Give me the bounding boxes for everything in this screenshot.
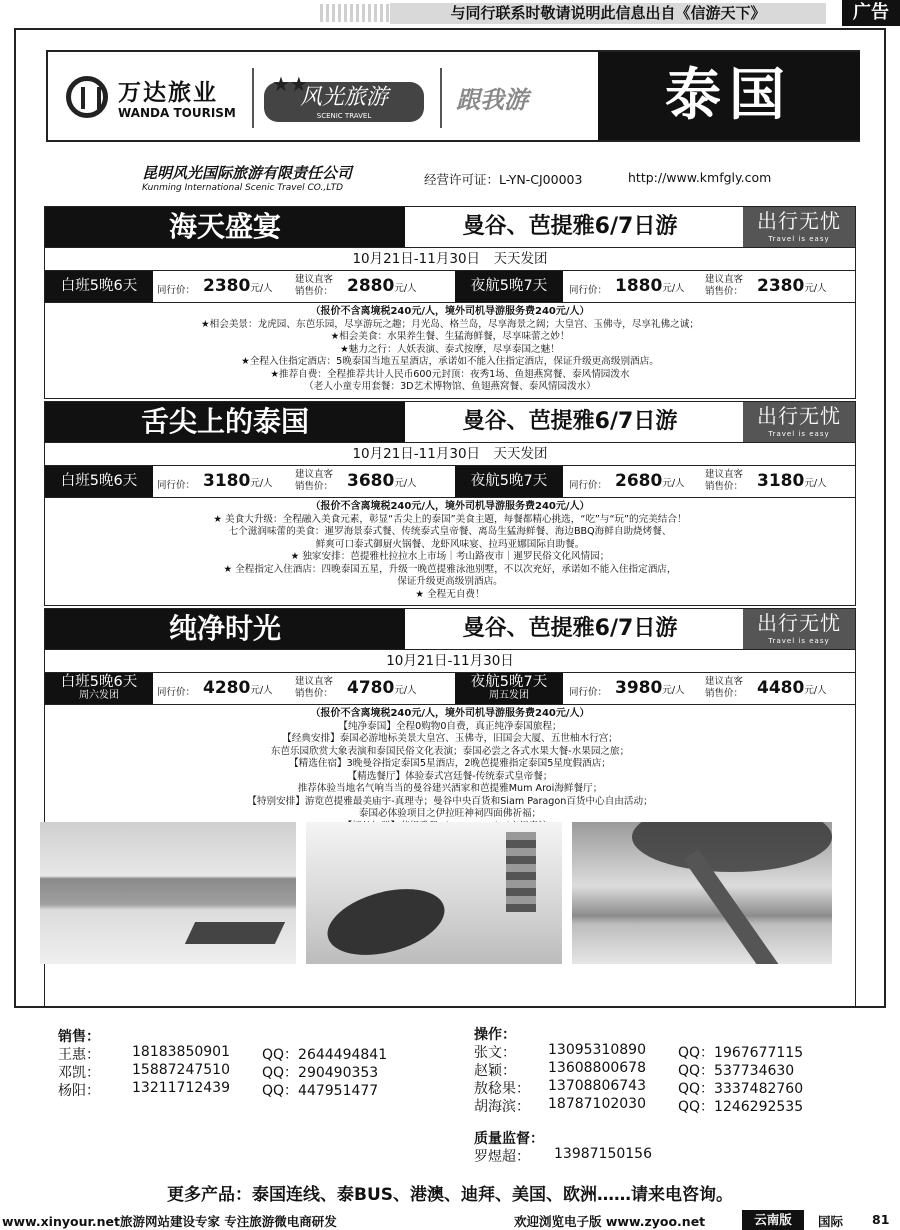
retail-price-label [295,676,339,700]
destination-title: 泰国 [598,52,860,140]
retail-label-line2: 销售价： [705,286,744,297]
travel-badge-cn: 出行无忧 [757,404,841,428]
tag-label: 白班5晚6天 [60,674,138,690]
desc-line: 保证升级更高级别酒店。 [397,576,503,587]
price-value: 4280 [203,678,251,698]
night-retail-price [757,276,827,296]
itinerary-description [45,705,855,837]
divider [440,68,442,128]
retail-label-line2: 销售价： [295,688,334,699]
more-products: 更多产品：泰国连线、泰BUS、港澳、迪拜、美国、欧洲……请来电咨询。 [166,1185,733,1205]
price-row [45,271,855,303]
day-flight-tag: 白班5晚6天 [45,271,153,302]
company-name-cn: 昆明风光国际旅游有限责任公司 [142,164,353,182]
peer-price-label: 同行价： [157,285,196,296]
day-retail-price [347,276,417,296]
contact-name: 赵颖： [474,1063,516,1079]
contact-phone[interactable]: 13211712439 [132,1080,230,1096]
desc-line: ★相会美食：水果养生餐、生猛海鲜餐，尽享味蕾之妙！ [330,331,570,342]
retail-price-label [705,274,749,298]
sales-label: 销售： [58,1029,100,1045]
desc-line: ★ 全程指定入住酒店：四晚泰国五星，升级一晚芭提雅泳池别墅，不以次充好，承诺如不能入住指定酒店， [223,563,677,575]
night-flight-tag: 夜航5晚7天 [455,271,563,302]
peer-price-label: 同行价： [569,687,608,698]
product-title: 海天盛宴 [45,207,405,247]
retail-price-label [295,274,339,298]
wanda-name-cn: 万达旅业 [118,80,218,106]
contact-phone[interactable]: 13608800678 [548,1060,646,1076]
price-note: （报价不含离境税240元/人，境外司机导游服务费240元/人） [310,708,590,719]
palm-leaves-shape [632,822,832,872]
desc-line: 推荐体验当地名气响当当的曼谷建兴酒家和芭提雅Mum Aroi海鲜餐厅； [297,783,603,794]
travel-easy-badge [743,402,855,442]
price-unit: 元/人 [250,283,273,294]
price-unit: 元/人 [394,478,417,489]
departure-dates: 10月21日-11月30日 天天发团 [45,442,855,466]
wanda-logo [66,74,246,124]
travel-badge-cn: 出行无忧 [757,611,841,635]
product-route: 曼谷、芭提雅6/7日游 [462,616,678,641]
contact-name: 胡海滨： [474,1099,530,1115]
contact-name: 罗煜超： [474,1149,530,1165]
retail-label-line2: 销售价： [295,481,334,492]
product-section-2 [44,401,856,606]
night-flight-tag: 夜航5晚7天 [455,466,563,497]
star-icon: ★★ [272,72,308,96]
divider [252,68,254,128]
company-name-en: Kunming International Scenic Travel CO.,LTD [142,183,344,193]
wanda-name-en: WANDA TOURISM [118,106,236,120]
contact-phone[interactable]: 13095310890 [548,1042,646,1058]
retail-label-line1: 建议直客 [705,676,744,687]
price-unit: 元/人 [662,283,685,294]
peer-price-label: 同行价： [569,285,608,296]
itinerary-description [45,303,855,398]
price-value: 2680 [615,471,663,491]
section-header [45,402,855,442]
contacts-block [0,1020,900,1170]
source-notice: 与同行联系时敬请说明此信息出自《信游天下》 [390,3,826,24]
day-flight-tag: 白班5晚6天 [45,466,153,497]
company-url[interactable]: http://www.kmfgly.com [628,170,772,185]
desc-line: 七个滋润味蕾的美食：暹罗海景泰式餐、传统泰式皇帝餐、离岛生猛海鲜餐、海边BBQ海鲜自助烧烤餐、 [228,526,672,537]
desc-line: ★魅力之行：人妖表演、泰式按摩，尽享泰国之魅！ [340,343,560,355]
price-unit: 元/人 [394,283,417,294]
surfer-shape [506,832,536,912]
section-header [45,609,855,649]
price-value: 4480 [757,678,805,698]
price-unit: 元/人 [662,685,685,696]
contact-qq: QQ：537734630 [678,1063,795,1079]
day-peer-price [203,276,273,296]
ad-label: 广告 [842,0,900,26]
contact-qq: QQ：2644494841 [262,1047,388,1063]
price-unit: 元/人 [662,478,685,489]
price-unit: 元/人 [804,685,827,696]
night-peer-price [615,678,685,698]
retail-label-line1: 建议直客 [295,676,334,687]
travel-easy-badge [743,609,855,649]
section-label: 国际 [818,1214,844,1229]
desc-line: ★ 独家安排：芭提雅杜拉拉水上市场｜考山路夜市｜暹罗民俗文化风情园； [290,551,610,562]
desc-line: 鲜爽可口泰式御厨火锅餐、龙虾风味宴、拉玛亚娜国际自助餐。 [315,538,585,550]
scenic-logo [264,72,424,122]
lounge-chair-shape [185,922,285,944]
itinerary-description [45,498,855,605]
desc-line: 【精选住宿】3晚曼谷指定泰国5星酒店，2晚芭提雅指定泰国5星度假酒店； [289,758,611,769]
palm-beach-photo [572,822,832,964]
day-peer-price [203,678,273,698]
contact-name: 杨阳： [58,1083,100,1099]
price-value: 2380 [757,276,805,296]
retail-price-label [295,469,339,493]
day-retail-price [347,471,417,491]
price-unit: 元/人 [804,283,827,294]
night-peer-price [615,276,685,296]
night-peer-price [615,471,685,491]
travel-easy-badge [743,207,855,247]
contact-name: 张文： [474,1045,516,1061]
desc-line: ★ 全程无自费！ [415,588,485,600]
desc-line: ★全程入住指定酒店：5晚泰国当地五星酒店，承诺如不能入住指定酒店，保证升级更高级别酒店。 [241,356,659,367]
contact-qq: QQ：1246292535 [678,1099,804,1115]
night-flight-tag [455,673,563,704]
price-note: （报价不含离境税240元/人，境外司机导游服务费240元/人） [310,306,590,317]
contact-phone[interactable]: 15887247510 [132,1062,230,1078]
travel-badge-en: Travel is easy [768,235,830,243]
contact-phone[interactable]: 13708806743 [548,1078,646,1094]
desc-line: 【经典安排】泰国必游地标美景大皇宫、玉佛寺，旧国会大厦、五世柚木行宫； [282,733,618,744]
peer-price-label: 同行价： [157,480,196,491]
company-info [142,162,412,193]
contact-name: 邓凯： [58,1065,100,1081]
day-flight-tag [45,673,153,704]
desc-line: 东芭乐园欣赏大象表演和泰国民俗文化表演；泰国必尝之各式水果大餐-水果园之旅； [270,745,630,757]
price-unit: 元/人 [250,478,273,489]
price-unit: 元/人 [394,685,417,696]
license-number: 经营许可证：L-YN-CJ00003 [424,172,583,187]
contact-qq: QQ：1967677115 [678,1045,804,1061]
footer-left[interactable]: www.xinyour.net旅游网站建设专家 专注旅游微电商研发 [2,1214,337,1229]
retail-label-line2: 销售价： [295,286,334,297]
desc-line: ★ 美食大升级：全程融入美食元素，彰显“舌尖上的泰国”美食主题，每餐都精心挑选，“吃”与“玩”的完美结合！ [213,513,687,525]
retail-price-label [705,469,749,493]
tag-label: 夜航5晚7天 [470,674,548,690]
travel-badge-cn: 出行无忧 [757,209,841,233]
day-peer-price [203,471,273,491]
retail-price-label [705,676,749,700]
product-title: 纯净时光 [45,609,405,649]
night-retail-price [757,678,827,698]
price-value: 3180 [757,471,805,491]
scenic-name-en: SCENIC TRAVEL [316,112,372,120]
day-retail-price [347,678,417,698]
retail-label-line2: 销售价： [705,688,744,699]
photo-strip [40,822,832,964]
price-note: （报价不含离境税240元/人，境外司机导游服务费240元/人） [310,501,590,512]
departure-dates: 10月21日-11月30日 天天发团 [45,247,855,271]
product-section-1 [44,206,856,399]
price-value: 3980 [615,678,663,698]
edition-badge: 云南版 [742,1210,804,1230]
price-value: 4780 [347,678,395,698]
travel-badge-en: Travel is easy [768,430,830,438]
page-footer [0,1210,900,1230]
retail-label-line2: 销售价： [705,481,744,492]
top-bar [0,0,900,26]
travel-badge-en: Travel is easy [768,637,830,645]
peer-price-label: 同行价： [157,687,196,698]
desc-line: 【纯净泰国】全程0购物0自费，真正纯净泰国旅程； [338,720,562,732]
wanda-logo-icon [66,76,108,118]
night-retail-price [757,471,827,491]
page-number: 81 [872,1212,890,1227]
peer-price-label: 同行价： [569,480,608,491]
section-header [45,207,855,247]
retail-label-line1: 建议直客 [295,469,334,480]
scenic-name-cn: 风光旅游 [299,85,388,110]
contact-name: 王惠： [58,1047,100,1063]
desc-line: ★推荐自费：全程推荐共计人民币600元封顶：夜秀1场、鱼翅燕窝餐、泰风情园泼水 [270,368,630,380]
price-unit: 元/人 [250,685,273,696]
price-value: 2880 [347,276,395,296]
retail-label-line1: 建议直客 [705,274,744,285]
contact-phone[interactable]: 13987150156 [554,1146,652,1162]
contact-phone[interactable]: 18183850901 [132,1044,230,1060]
brand-box [46,50,860,142]
desc-line: 【精选餐厅】体验泰式宫廷餐-传统泰式皇帝餐； [347,770,553,782]
contact-phone[interactable]: 18787102030 [548,1096,646,1112]
departure-dates: 10月21日-11月30日 [45,649,855,673]
retail-label-line1: 建议直客 [705,469,744,480]
price-row [45,673,855,705]
contact-qq: QQ：3337482760 [678,1081,804,1097]
product-title: 舌尖上的泰国 [45,402,405,442]
desc-line: （老人小童专用套餐：3D艺术博物馆、鱼翅燕窝餐、泰风情园泼水） [304,381,596,392]
price-value: 3180 [203,471,251,491]
price-row [45,466,855,498]
quality-label: 质量监督： [474,1131,544,1147]
surfing-photo [306,822,562,964]
contact-qq: QQ：290490353 [262,1065,379,1081]
contact-name: 敖稔果： [474,1081,530,1097]
desc-line: 【特别安排】游览芭提雅最美庙宇-真理寺；曼谷中央百货和Siam Paragon百货中心自由活动； [247,795,653,807]
retail-label-line1: 建议直客 [295,274,334,285]
product-route: 曼谷、芭提雅6/7日游 [462,214,678,239]
tag-note: 周五发团 [489,690,529,701]
price-unit: 元/人 [804,478,827,489]
price-value: 2380 [203,276,251,296]
desc-line: ★相会美景：龙虎园、东芭乐园，尽享游玩之趣；月光岛、格兰岛，尽享海景之阔；大皇宫、玉佛寺，尽享礼佛之诚； [201,318,699,330]
price-value: 1880 [615,276,663,296]
surfboard-shape [320,877,451,964]
desc-line: 泰国必体验项目之伊拉旺神祠四面佛祈福； [358,808,542,819]
product-route: 曼谷、芭提雅6/7日游 [462,409,678,434]
tag-note: 周六发团 [79,690,119,701]
contact-qq: QQ：447951477 [262,1083,379,1099]
beach-photo [40,822,296,964]
price-value: 3680 [347,471,395,491]
footer-mid[interactable]: 欢迎浏览电子版 www.zyoo.net [514,1214,706,1229]
happy-travel-logo: 跟我游 [456,86,528,114]
operations-label: 操作： [474,1027,516,1043]
